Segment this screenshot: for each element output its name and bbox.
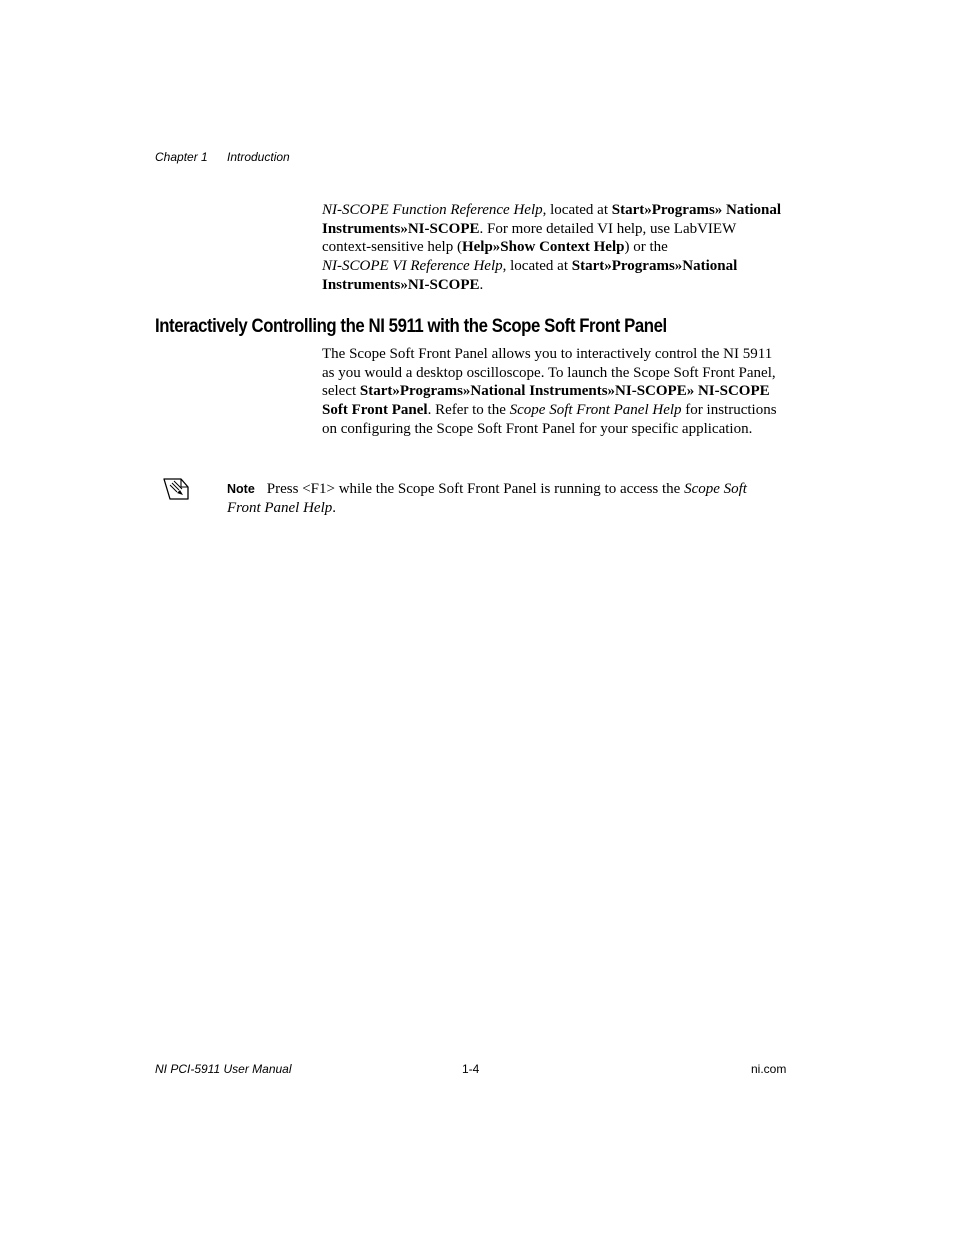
menu-path: Start»Programs»National Instruments»NI-SCOPE	[322, 258, 738, 293]
running-header	[155, 150, 290, 164]
help-title: Scope Soft Front Panel Help	[227, 481, 747, 516]
note-text	[227, 480, 775, 517]
footer-manual-title: NI PCI-5911 User Manual	[155, 1062, 292, 1076]
menu-path: Start»Programs»National Instruments»NI-SCOPE» NI-SCOPE Soft Front Panel	[322, 383, 770, 419]
text-run: Press <F1> while the Scope Soft Front Panel is running to access the	[266, 481, 685, 497]
text-run: .	[479, 276, 484, 293]
text-run: , located at	[542, 202, 612, 218]
footer-website: ni.com	[751, 1062, 787, 1076]
help-title: Scope Soft Front Panel Help	[509, 402, 682, 419]
menu-path: Help»Show Context Help	[461, 239, 625, 256]
text-run: The Scope Soft Front Panel allows you to interactively control the NI 5911 as you would a desktop oscilloscope. To launch the Scope Soft Front Panel, select	[322, 346, 776, 400]
chapter-label: Chapter 1	[155, 150, 208, 164]
text-run: ) or the	[624, 239, 668, 256]
menu-path: Start»Programs» National Instruments»NI-SCOPE	[322, 202, 782, 237]
section-heading: Interactively Controlling the NI 5911 with the Scope Soft Front Panel	[155, 315, 667, 337]
note-label: Note	[227, 482, 255, 496]
text-run: . Refer to the	[427, 402, 510, 419]
chapter-title: Introduction	[227, 150, 290, 164]
text-run: for instructions on configuring the Scope Soft Front Panel for your specific application.	[322, 402, 777, 437]
text-run: , located at	[502, 258, 572, 275]
vi-reference-help-title: NI-SCOPE VI Reference Help	[322, 258, 503, 275]
intro-paragraph	[322, 201, 788, 295]
function-reference-help-title: NI-SCOPE Function Reference Help	[322, 202, 543, 218]
soft-front-panel-paragraph	[322, 345, 788, 439]
footer-page-number: 1-4	[462, 1062, 480, 1076]
text-run: . For more detailed VI help, use LabVIEW context-sensitive help (	[322, 220, 736, 256]
text-run: .	[332, 499, 337, 516]
note-icon	[161, 476, 191, 502]
